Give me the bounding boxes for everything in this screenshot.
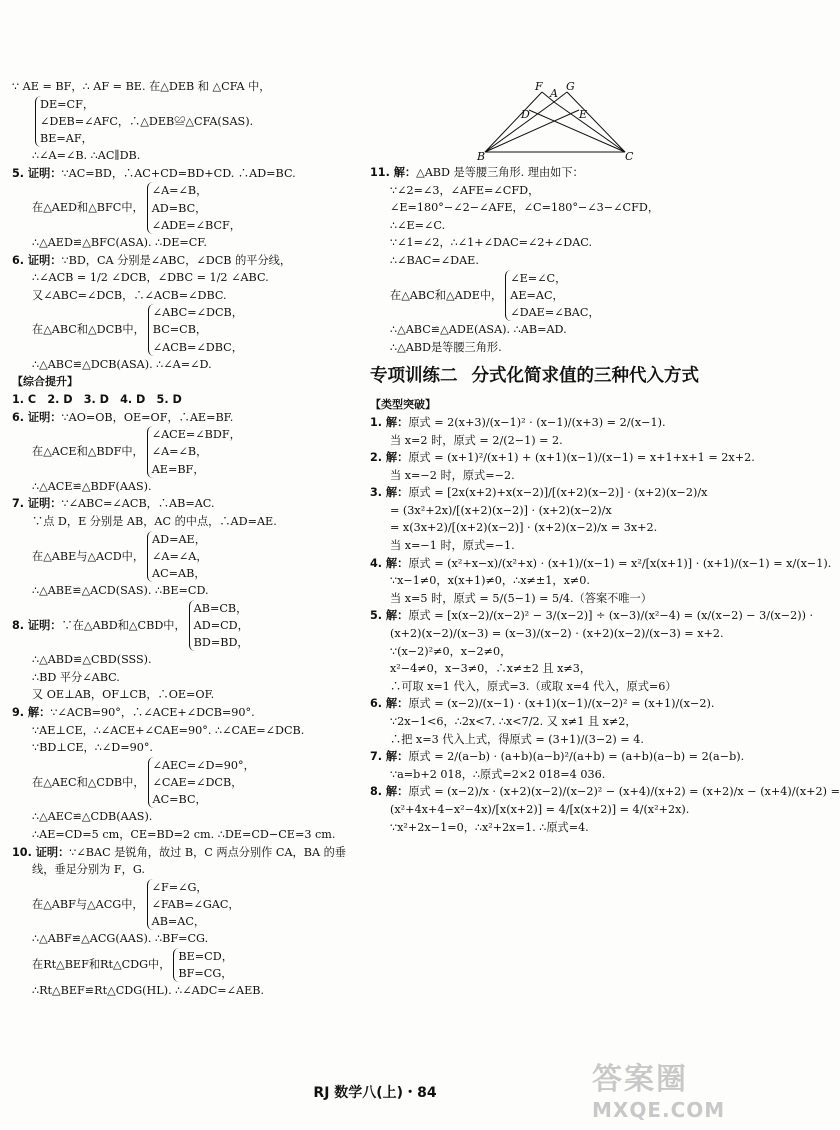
label-b: B [477, 150, 486, 163]
problem-number: 1. 解： [370, 415, 409, 429]
system-prefix: 在△ABF与△ACG中， [32, 897, 144, 911]
text-line: ∵BD，CA 分别是∠ABC，∠DCB 的平分线， [61, 253, 292, 267]
text-line: 当 x=5 时，原式 = 5/(5−1) = 5/4.（答案不唯一） [390, 591, 652, 605]
system-line: ∠ADE=∠BCF， [151, 218, 241, 232]
equation-system [12, 948, 364, 982]
section-title-number: 专项训练二 [370, 366, 458, 387]
system-prefix: 在△AED和△BFC中， [32, 201, 144, 215]
problem-6 [370, 695, 740, 713]
text-line: = (3x²+2x)/[(x+2)(x−2)] · (x+2)(x−2)/x [390, 503, 612, 517]
system-line: BC=CB， [152, 323, 208, 337]
multiple-choice-answers: 1. C 2. D 3. D 4. D 5. D [12, 393, 182, 407]
label-d: D [521, 108, 530, 121]
system-prefix: 在△ABC和△ADE中， [390, 288, 503, 302]
system-line: AB=AC， [151, 915, 206, 929]
label-a: A [550, 87, 558, 100]
brace-group [147, 879, 240, 931]
system-line: ∠F=∠G， [151, 880, 208, 894]
segment-bf [485, 92, 542, 152]
text-line: ∵∠2=∠3，∠AFE=∠CFD， [390, 183, 540, 197]
system-line: AB=CB， [193, 601, 248, 615]
text-line: 原式 = [x(x−2)/(x−2)² − 3/(x−2)] ÷ (x−3)/(x²−4) = (x/(x−2) − 3/(x−2)) · [408, 609, 814, 623]
brace-group [189, 600, 249, 652]
problem-number: 5. 解： [370, 609, 409, 623]
system-line: ∠A=∠B， [151, 184, 208, 198]
text-line: ∴△AEC≌△CDB(AAS). [32, 810, 153, 824]
equation-system [12, 757, 364, 809]
equation-system [12, 96, 364, 148]
brace-group [147, 426, 241, 478]
system-line: DE=CF， [40, 97, 95, 111]
equation-system [12, 531, 364, 583]
problem-number: 11. 解： [370, 166, 417, 179]
problem-3 [370, 484, 740, 502]
text-line: ∵点 D，E 分别是 AB，AC 的中点，∴AD=AE. [32, 514, 277, 528]
system-prefix: 在△AEC和△CDB中， [32, 775, 145, 789]
label-g: G [566, 80, 575, 93]
problem-5 [370, 607, 814, 625]
segment-cg [567, 92, 625, 152]
text-line: (x+2)(x−2)/(x−3) = (x−3)/(x−2) · (x+2)(x−2)/(x−3) = x+2. [390, 627, 724, 641]
text-line: ∴△ABC≌△ADE(ASA). ∴AB=AD. [390, 323, 567, 337]
brace-group [35, 96, 253, 148]
text-line: ∵∠ACB=90°，∴∠ACE+∠DCB=90°. [50, 706, 255, 720]
text-line: ∴∠E=∠C. [390, 218, 446, 232]
left-column [12, 78, 364, 1000]
text-line: ∴△ABF≌△ACG(AAS). ∴BF=CG. [32, 932, 209, 946]
problem-number: 7. 证明： [12, 497, 62, 511]
label-c: C [625, 150, 634, 163]
text-line: = x(3x+2)/[(x+2)(x−2)] · (x+2)(x−2)/x = 3x+2. [390, 521, 658, 535]
text-line: ∵AE⊥CE，∴∠ACE+∠CAE=90°. ∴∠CAE=∠DCB. [32, 723, 305, 737]
section-heading: 【类型突破】 [370, 398, 436, 412]
problem-number: 6. 解： [370, 697, 409, 711]
brace-group [147, 182, 241, 234]
text-line: ∵∠BAC 是锐角，故过 B，C 两点分别作 CA，BA 的垂 [69, 845, 346, 859]
text-line: 原式 = 2(x+3)/(x−1)² · (x−1)/(x+3) = 2/(x−1). [408, 415, 666, 429]
brace-group [147, 531, 207, 583]
problem-2 [370, 449, 755, 467]
equation-system [12, 426, 364, 478]
system-line: AE=AC， [510, 288, 564, 302]
problem-9 [12, 704, 364, 722]
system-line: ∠ACE=∠BDF， [151, 428, 241, 442]
system-line: ∠A=∠B， [151, 445, 208, 459]
watermark-text: 答案圈 [592, 1062, 688, 1097]
system-line: AD=BC， [151, 201, 207, 215]
equation-system [12, 879, 364, 931]
text-line: 当 x=−1 时，原式=−1. [390, 539, 515, 553]
text-line: ∴△ACE≌△BDF(AAS). [32, 479, 152, 493]
text-line: ∵(x−2)²≠0，x−2≠0， [390, 644, 512, 658]
problem-4 [370, 555, 832, 573]
problem-6b [12, 409, 364, 427]
brace-group [148, 304, 243, 356]
system-line: BD=BD， [193, 636, 249, 650]
system-line: AD=AE， [152, 532, 206, 546]
system-line: AE=BF， [151, 462, 205, 476]
text-line: x²−4≠0，x−3≠0，∴x≠±2 且 x≠3， [390, 662, 592, 676]
text-line: ∴可取 x=1 代入，原式=3.（或取 x=4 代入，原式=6） [390, 679, 677, 693]
segment-ba [485, 102, 554, 152]
section-title-text: 分式化简求值的三种代入方式 [471, 366, 699, 387]
text-line: 当 x=−2 时，原式=−2. [390, 468, 515, 482]
system-prefix: 在△ABE与△ACD中， [32, 549, 145, 563]
section-title [370, 360, 740, 392]
problem-10 [12, 844, 364, 862]
equation-system [12, 182, 364, 234]
text-line: ∵∠ABC=∠ACB，∴AB=AC. [61, 497, 215, 511]
text-line: ∴△AED≌△BFC(ASA). ∴DE=CF. [32, 235, 207, 249]
segment-cd [529, 110, 625, 152]
text-line: 原式 = (x+1)²/(x+1) + (x+1)(x−1)/(x−1) = x+1+x+1 = 2x+2. [408, 451, 755, 465]
equation-system [12, 304, 364, 356]
text-line: ∴Rt△BEF≌Rt△CDG(HL). ∴∠ADC=∠AEB. [32, 984, 265, 998]
text-line: ∴△ABD是等腰三角形. [390, 340, 502, 354]
problem-8 [12, 600, 364, 652]
problem-5 [12, 165, 364, 183]
watermark-logo [592, 1054, 742, 1124]
problem-number: 4. 解： [370, 556, 409, 570]
text-line: ∴∠A=∠B. ∴AC∥DB. [32, 149, 141, 163]
brace-group [148, 757, 255, 809]
problem-number: 6. 证明： [12, 410, 62, 424]
segment-be [485, 110, 579, 152]
brace-group [505, 270, 599, 322]
text-line: ∴∠BAC=∠DAE. [390, 253, 479, 267]
page-footer: RJ 数学八(上)・84 [313, 1085, 437, 1101]
problem-7 [12, 495, 364, 513]
system-line: ∠ABC=∠DCB， [152, 306, 243, 320]
system-line: ∠AEC=∠D=90°， [152, 758, 255, 772]
system-line: ∠A=∠A， [152, 549, 208, 563]
text-line: ∵BD⊥CE，∴∠D=90°. [32, 741, 153, 755]
right-column [370, 164, 840, 836]
text-line: ∵x−1≠0，x(x+1)≠0，∴x≠±1，x≠0. [390, 574, 590, 588]
text-line: ∵ AE = BF，∴ AF = BE. 在△DEB 和 △CFA 中， [12, 80, 271, 93]
problem-7 [370, 748, 745, 766]
problem-11 [370, 164, 740, 182]
text-line: 原式 = [2x(x+2)+x(x−2)]/[(x+2)(x−2)] · (x+2)(x−2)/x [408, 486, 708, 500]
text-line: ∵x²+2x−1=0，∴x²+2x=1. ∴原式=4. [390, 820, 589, 834]
text-line: ∵∠1=∠2，∴∠1+∠DAC=∠2+∠DAC. [390, 236, 593, 250]
system-line: ∠E=∠C， [510, 271, 567, 285]
text-line: ∴BD 平分∠ABC. [32, 670, 120, 684]
problem-8 [370, 783, 840, 801]
system-line: BE=CD， [178, 949, 233, 963]
text-line: ∴AE=CD=5 cm，CE=BD=2 cm. ∴DE=CD−CE=3 cm. [32, 828, 336, 841]
system-line: BF=CG， [178, 967, 233, 981]
problem-number: 10. 证明： [12, 845, 70, 859]
system-prefix: 在Rt△BEF和Rt△CDG中， [32, 958, 171, 972]
system-line: ∠ACB=∠DBC， [152, 340, 243, 354]
system-line: ∠FAB=∠GAC， [151, 897, 240, 911]
text-line: ∵AO=OB，OE=OF，∴AE=BF. [61, 410, 234, 424]
problem-6 [12, 252, 364, 270]
problem-number: 2. 解： [370, 451, 409, 465]
text-line: ∴△ABE≌△ACD(SAS). ∴BE=CD. [32, 584, 209, 598]
system-prefix: 在△ACE和△BDF中， [32, 445, 144, 459]
system-line: AC=BC， [152, 793, 207, 807]
problem-1 [370, 414, 740, 432]
system-line: AD=CD， [193, 618, 249, 632]
label-f: F [535, 80, 543, 93]
text-line: ∴把 x=3 代入上式，得原式 = (3+1)/(3−2) = 4. [390, 732, 644, 746]
system-line: ∠CAE=∠DCB， [152, 776, 243, 790]
text-line: ∴△ABC≌△DCB(ASA). ∴∠A=∠D. [32, 357, 212, 371]
triangle-figure [475, 80, 635, 163]
text-line: 原式 = (x−2)/x · (x+2)(x−2)/(x−2)² − (x+4)/(x+2) = (x+2)/x − (x+4)/(x+2) = [408, 785, 840, 799]
text-line: ∠E=180°−∠2−∠AFE，∠C=180°−∠3−∠CFD， [390, 201, 660, 215]
text-line: (x²+4x+4−x²−4x)/[x(x+2)] = 4/[x(x+2)] = 4/(x²+2x). [390, 802, 690, 816]
text-line: 线，垂足分别为 F，G. [32, 863, 145, 877]
problem-number: 9. 解： [12, 706, 51, 720]
text-line: 又∠ABC=∠DCB，∴∠ACB=∠DBC. [32, 288, 227, 302]
problem-number: 3. 解： [370, 486, 409, 500]
text-line: 原式 = (x²+x−x)/(x²+x) · (x+1)/(x−1) = x²/[x(x+1)] · (x+1)/(x−1) = x/(x−1). [408, 556, 832, 570]
label-e: E [579, 108, 588, 121]
problem-number: 5. 证明： [12, 166, 62, 180]
system-line: BE=AF， [40, 131, 93, 145]
text-line: ∴∠ACB = 1/2 ∠DCB，∠DBC = 1/2 ∠ABC. [32, 271, 269, 285]
brace-group [173, 948, 232, 982]
text-line: ∵a=b+2 018，∴原式=2×2 018=4 036. [390, 767, 606, 781]
section-heading: 【综合提升】 [12, 375, 78, 389]
equation-system [370, 270, 740, 322]
problem-number: 8. 解： [370, 785, 409, 799]
text-line: ∵AC=BD，∴AC+CD=BD+CD. ∴AD=BC. [61, 166, 296, 180]
text-line: 当 x=2 时，原式 = 2/(2−1) = 2. [390, 433, 563, 447]
text-line: ∴△ABD≌△CBD(SSS). [32, 653, 152, 667]
segment-ca [554, 102, 625, 152]
text-line: 又 OE⊥AB，OF⊥CB，∴OE=OF. [32, 688, 215, 702]
problem-number: 8. 证明： [12, 618, 62, 632]
system-prefix: ∵在△ABD和△CBD中， [61, 618, 186, 632]
text-line: ∵2x−1<6，∴2x<7. ∴x<7/2. 又 x≠1 且 x≠2， [390, 715, 637, 728]
system-prefix: 在△ABC和△DCB中， [32, 323, 145, 337]
system-line: ∠DEB=∠AFC，∴△DEB≌△CFA(SAS). [40, 114, 254, 128]
text-line: △ABD 是等腰三角形. 理由如下： [416, 166, 584, 179]
watermark-url: MXQE.COM [592, 1098, 726, 1122]
problem-number: 6. 证明： [12, 253, 62, 267]
system-line: AC=AB， [152, 566, 206, 580]
text-line: 原式 = 2/(a−b) · (a+b)(a−b)²/(a+b) = (a+b)(a−b) = 2(a−b). [408, 750, 745, 764]
system-line: ∠DAE=∠BAC， [510, 305, 600, 319]
problem-number: 7. 解： [370, 750, 409, 764]
text-line: 原式 = (x−2)/(x−1) · (x+1)(x−1)/(x−2)² = (x+1)/(x−2). [408, 697, 715, 711]
